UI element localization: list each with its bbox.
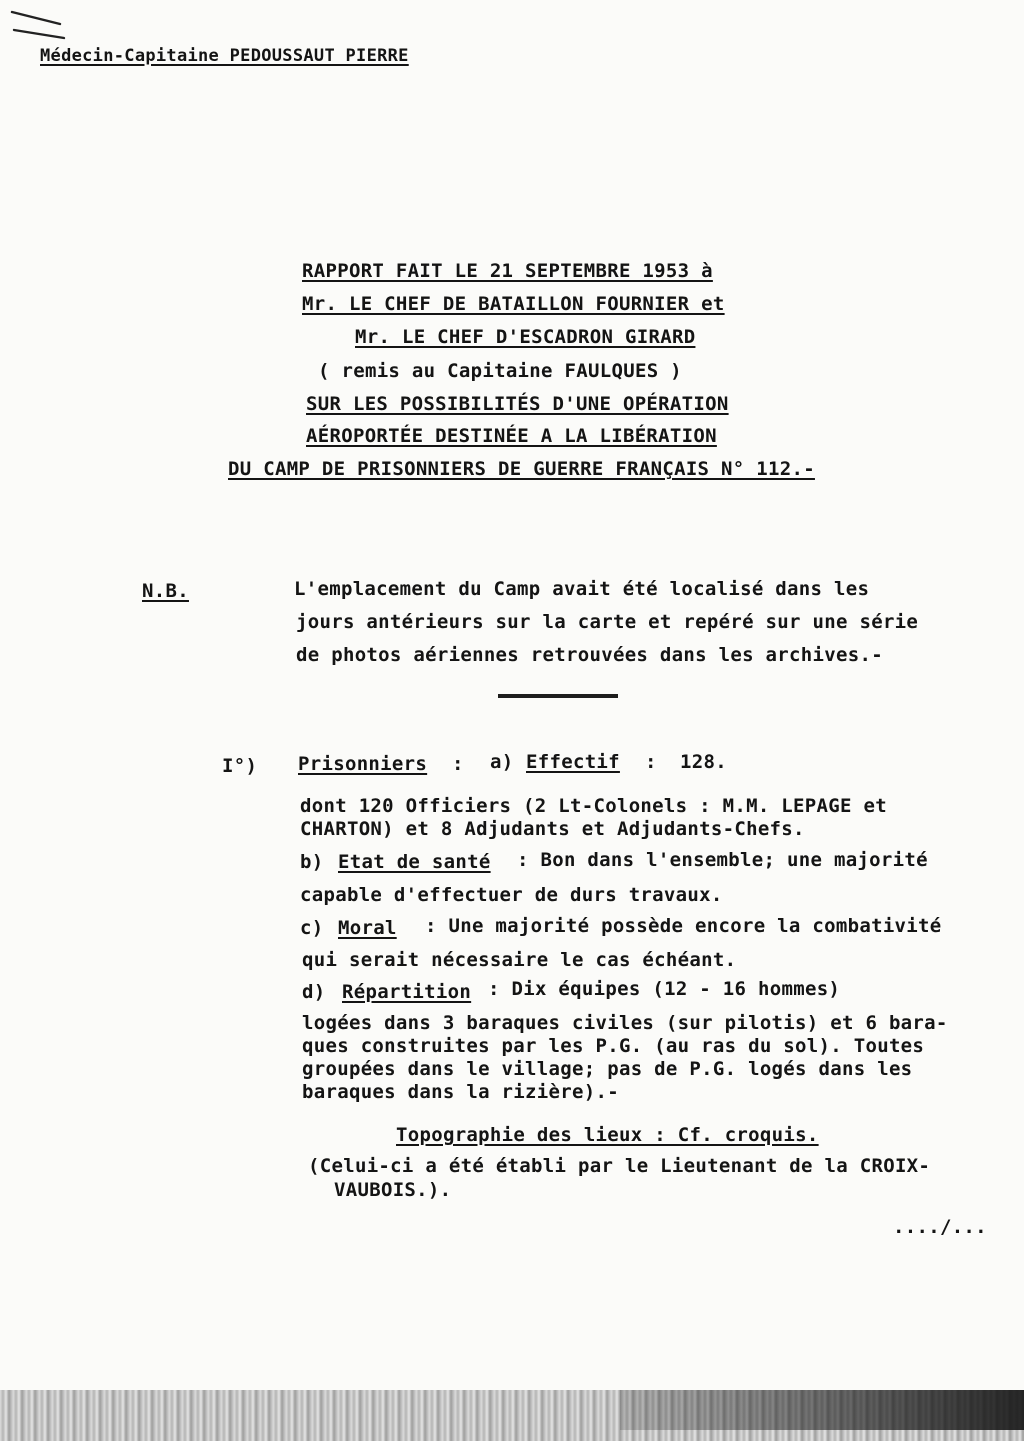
item-b-prefix: b) — [300, 851, 324, 873]
section-heading: Prisonniers — [298, 753, 428, 775]
item-a-value: 128. — [680, 751, 727, 773]
pen-stroke-mark — [8, 4, 68, 44]
item-b-rest: : Bon dans l'ensemble; une majorité — [517, 849, 928, 871]
item-d-rest: : Dix équipes (12 - 16 hommes) — [488, 978, 841, 1000]
item-c-line-2: qui serait nécessaire le cas échéant. — [302, 949, 737, 971]
title-line-3: Mr. LE CHEF D'ESCADRON GIRARD — [355, 326, 696, 348]
section-number: I°) — [222, 755, 258, 777]
nb-line-3: de photos aériennes retrouvées dans les archives.- — [296, 644, 883, 666]
title-line-6: AÉROPORTÉE DESTINÉE A LA LIBÉRATION — [306, 425, 717, 447]
author-line: Médecin-Capitaine PEDOUSSAUT PIERRE — [40, 46, 409, 66]
item-d-prefix: d) — [302, 981, 326, 1003]
continuation-mark: ..../... — [893, 1216, 987, 1238]
item-d-line-1: logées dans 3 baraques civiles (sur pilotis) et 6 bara- — [302, 1012, 948, 1034]
title-line-2: Mr. LE CHEF DE BATAILLON FOURNIER et — [302, 293, 725, 315]
item-d-label: Répartition — [342, 981, 472, 1003]
item-c-label: Moral — [338, 917, 397, 939]
item-b-line-2: capable d'effectuer de durs travaux. — [300, 884, 723, 906]
item-d-line-2: ques construites par les P.G. (au ras du sol). Toutes — [302, 1035, 925, 1057]
item-a-label: Effectif — [526, 751, 620, 773]
nb-label: N.B. — [142, 580, 189, 602]
title-line-1: RAPPORT FAIT LE 21 SEPTEMBRE 1953 à — [302, 260, 713, 282]
scan-shadow — [620, 1390, 1024, 1430]
nb-line-1: L'emplacement du Camp avait été localisé dans les — [294, 578, 870, 600]
title-line-7: DU CAMP DE PRISONNIERS DE GUERRE FRANÇAIS N° 112.- — [228, 458, 815, 480]
item-a-line-2: CHARTON) et 8 Adjudants et Adjudants-Chefs. — [300, 818, 805, 840]
note-line-2: VAUBOIS.). — [334, 1179, 452, 1201]
item-a-line-1: dont 120 Officiers (2 Lt-Colonels : M.M. LEPAGE et — [300, 795, 887, 817]
item-c-rest: : Une majorité possède encore la combativité — [425, 915, 942, 937]
section-heading-sep: : — [452, 753, 464, 775]
item-a-prefix: a) — [490, 751, 514, 773]
item-b-label: Etat de santé — [338, 851, 491, 873]
item-c-prefix: c) — [300, 917, 324, 939]
title-line-4: ( remis au Capitaine FAULQUES ) — [318, 360, 682, 382]
topography-line: Topographie des lieux : Cf. croquis. — [396, 1124, 819, 1146]
item-d-line-4: baraques dans la rizière).- — [302, 1081, 619, 1103]
nb-line-2: jours antérieurs sur la carte et repéré sur une série — [296, 611, 919, 633]
item-d-line-3: groupées dans le village; pas de P.G. logés dans les — [302, 1058, 913, 1080]
separator-rule — [498, 694, 618, 698]
item-a-sep: : — [645, 751, 657, 773]
note-line-1: (Celui-ci a été établi par le Lieutenant de la CROIX- — [308, 1155, 931, 1177]
title-line-5: SUR LES POSSIBILITÉS D'UNE OPÉRATION — [306, 393, 729, 415]
